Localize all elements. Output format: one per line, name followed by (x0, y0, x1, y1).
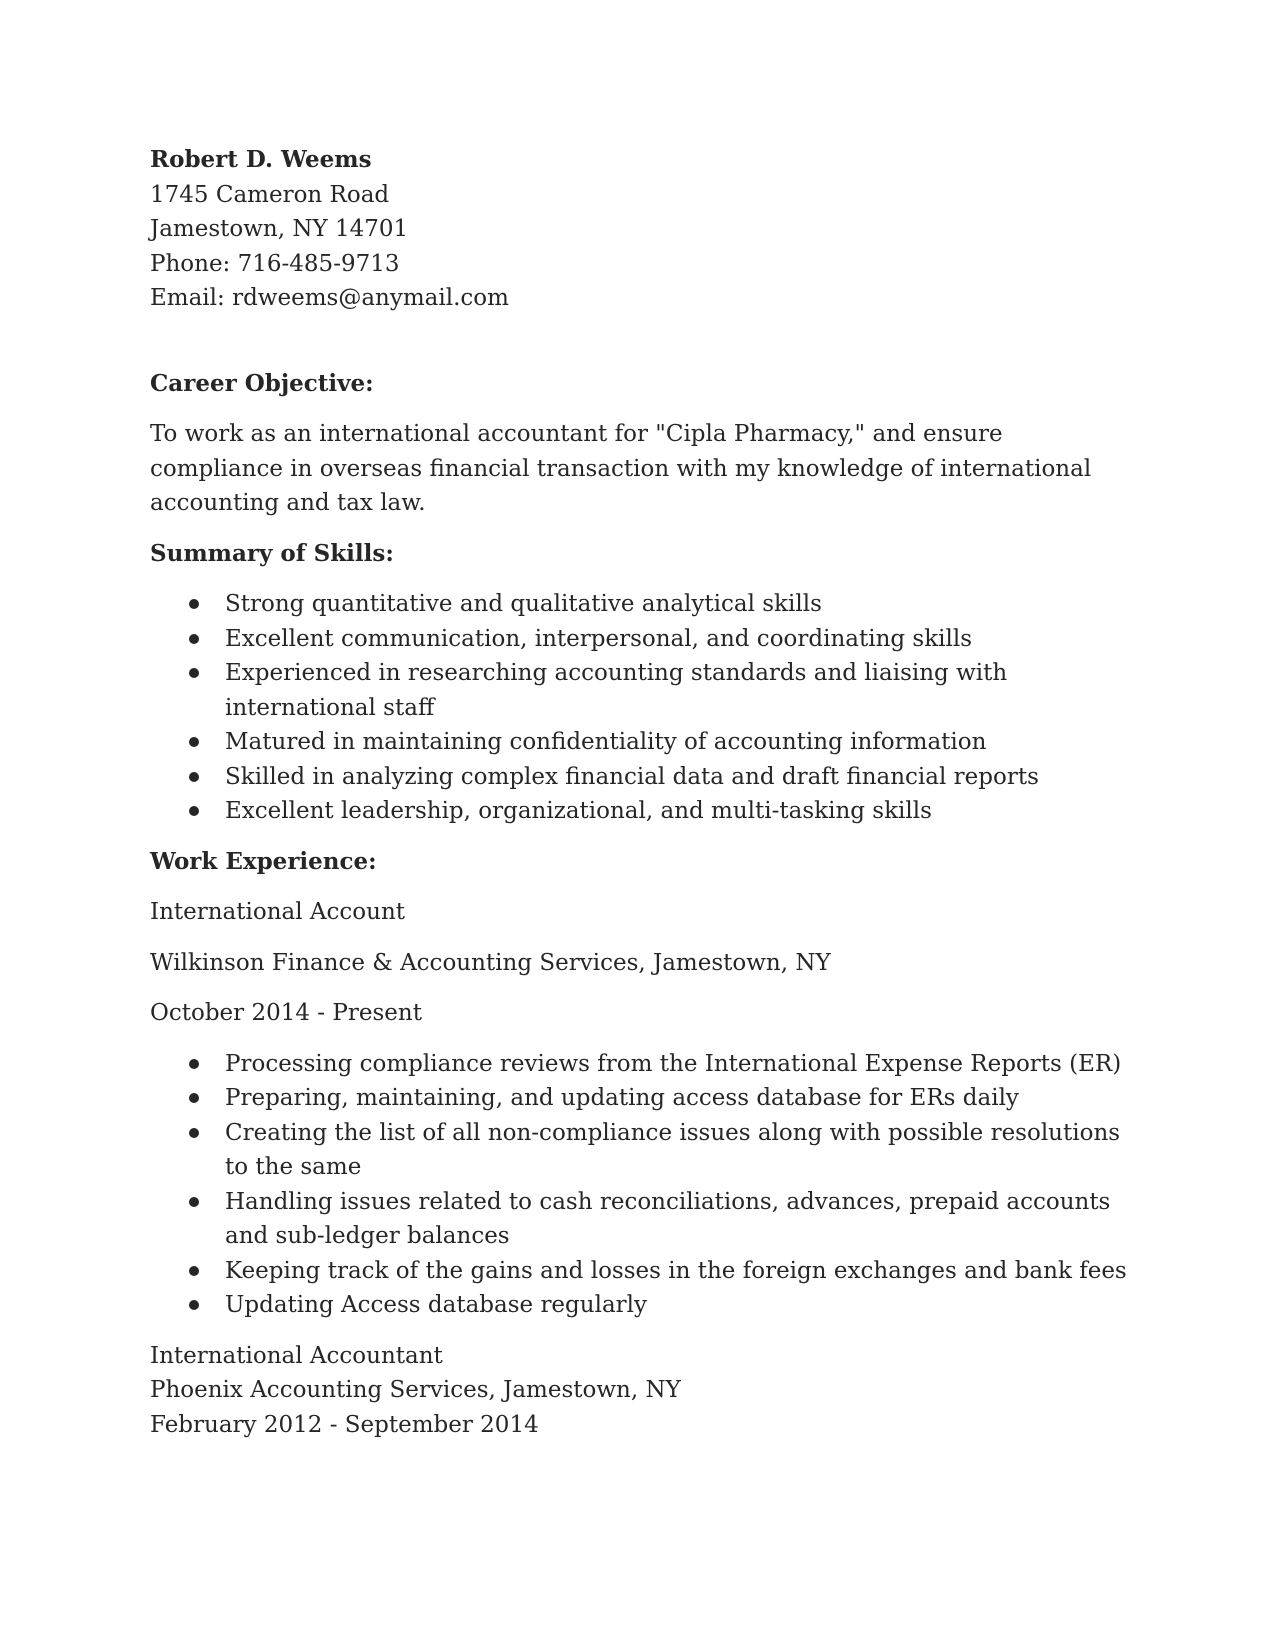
job-title: International Accountant (150, 1342, 443, 1369)
bullet-icon (189, 1128, 199, 1138)
bullet-icon (189, 1093, 199, 1103)
list-item (150, 725, 1130, 760)
job-company: Phoenix Accounting Services, Jamestown, NY (150, 1377, 681, 1403)
bullet-icon (189, 1266, 199, 1276)
job-entry-1 (150, 895, 1130, 1323)
address-line-1: 1745 Cameron Road (150, 181, 390, 208)
bullet-icon (189, 737, 199, 747)
contact-block (150, 143, 1130, 316)
duty-text: Processing compliance reviews from the International Expense Reports (ER) (225, 1050, 1122, 1077)
bullet-icon (189, 634, 199, 644)
skill-text: Skilled in analyzing complex financial data and draft financial reports (225, 763, 1039, 790)
objective-section (150, 367, 1130, 521)
list-item (150, 760, 1130, 795)
list-item (150, 1254, 1130, 1289)
bullet-icon (189, 806, 199, 816)
job-title: International Account (150, 899, 405, 925)
skills-section (150, 537, 1130, 829)
skill-text: Strong quantitative and qualitative analytical skills (225, 591, 822, 617)
duty-text: Keeping track of the gains and losses in the foreign exchanges and bank fees (225, 1257, 1127, 1284)
candidate-name: Robert D. Weems (150, 146, 372, 173)
duties-list (150, 1047, 1130, 1323)
address-line-2: Jamestown, NY 14701 (150, 216, 409, 242)
experience-heading: Work Experience: (150, 847, 377, 875)
bullet-icon (189, 1059, 199, 1069)
list-item (150, 794, 1130, 829)
list-item (150, 1288, 1130, 1323)
duty-text: Handling issues related to cash reconciliations, advances, prepaid accounts and sub-ledger balances (225, 1188, 1111, 1249)
list-item (150, 1047, 1130, 1082)
email-line: Email: rdweems@anymail.com (150, 285, 509, 311)
skill-text: Excellent communication, interpersonal, and coordinating skills (225, 625, 973, 652)
job-dates: February 2012 - September 2014 (150, 1411, 539, 1438)
skills-list (150, 587, 1130, 829)
duty-text: Updating Access database regularly (225, 1292, 647, 1318)
list-item (150, 622, 1130, 657)
job-company: Wilkinson Finance & Accounting Services, Jamestown, NY (150, 949, 831, 976)
list-item (150, 656, 1130, 725)
list-item (150, 1116, 1130, 1185)
job-dates: October 2014 - Present (150, 1000, 422, 1026)
bullet-icon (189, 772, 199, 782)
objective-heading: Career Objective: (150, 369, 374, 397)
duty-text: Preparing, maintaining, and updating access database for ERs daily (225, 1085, 1019, 1111)
experience-section (150, 845, 1130, 1443)
bullet-icon (189, 1300, 199, 1310)
list-item (150, 1081, 1130, 1116)
objective-text: To work as an international accountant for "Cipla Pharmacy," and ensure compliance in overseas financial transaction with my knowledge of international accounting and tax law. (150, 421, 1092, 516)
skill-text: Excellent leadership, organizational, and multi-tasking skills (225, 798, 932, 824)
bullet-icon (189, 599, 199, 609)
job-entry-2 (150, 1339, 1130, 1443)
duty-text: Creating the list of all non-compliance issues along with possible resolutions to the same (225, 1119, 1121, 1180)
bullet-icon (189, 1197, 199, 1207)
skill-text: Matured in maintaining confidentiality of accounting information (225, 729, 987, 755)
skill-text: Experienced in researching accounting standards and liaising with international staff (225, 660, 1008, 721)
skills-heading: Summary of Skills: (150, 539, 394, 567)
list-item (150, 587, 1130, 622)
phone-line: Phone: 716-485-9713 (150, 250, 400, 277)
bullet-icon (189, 668, 199, 678)
resume-page (150, 143, 1130, 1442)
list-item (150, 1185, 1130, 1254)
